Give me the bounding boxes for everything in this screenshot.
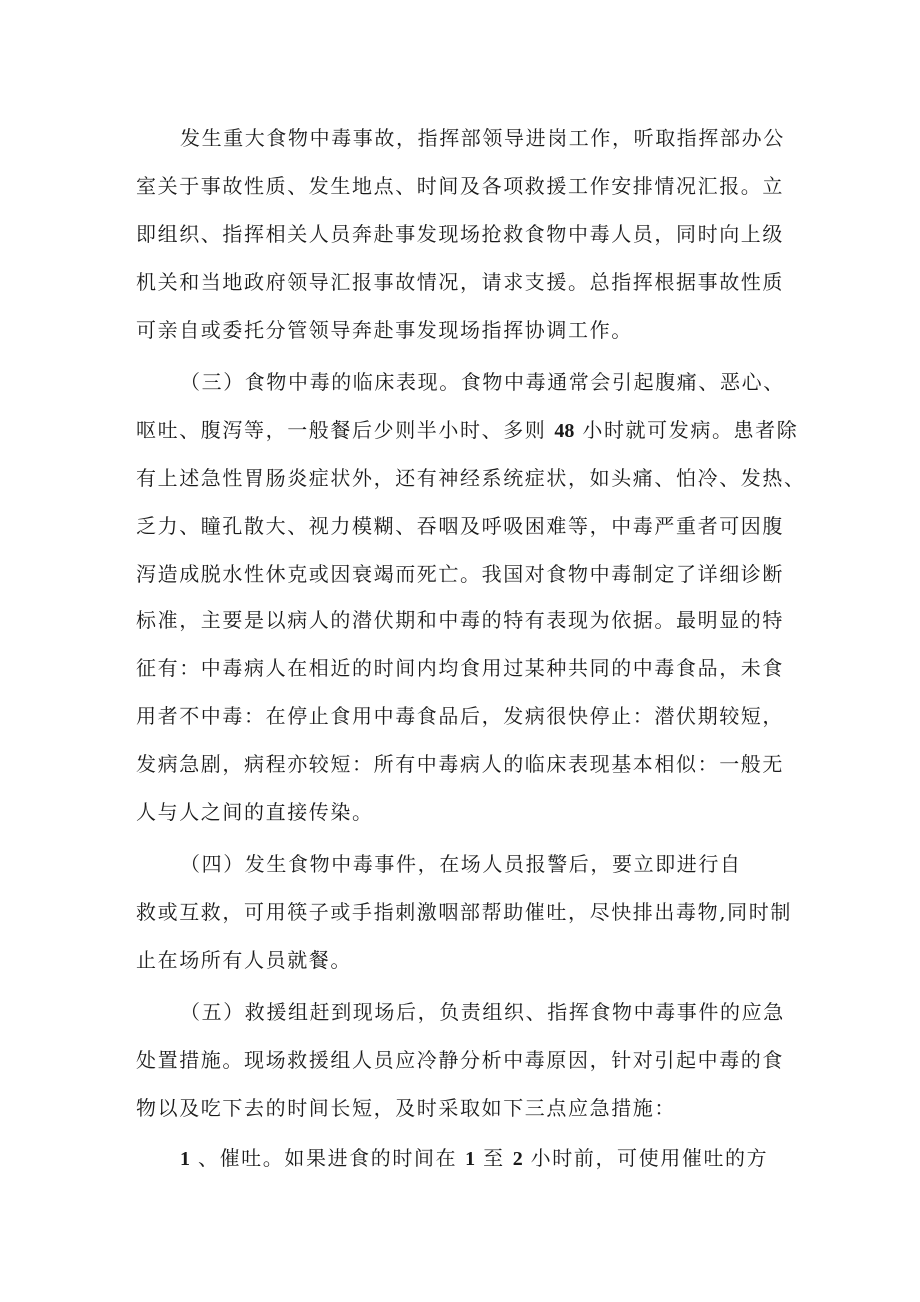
- paragraph-2-line-2-number: 48: [554, 420, 575, 442]
- hour-number-1: 1: [465, 1148, 476, 1170]
- paragraph-3-line-2: 救或互救，可用筷子或手指刺激咽部帮助催吐，尽快排出毒物,同时制: [136, 900, 792, 924]
- paragraph-1-line-3: 即组织、指挥相关人员奔赴事发现场抢救食物中毒人员，同时向上级: [136, 222, 784, 246]
- paragraph-2-line-10: 人与人之间的直接传染。: [136, 800, 374, 824]
- paragraph-2-line-9: 发病急剧，病程亦较短：所有中毒病人的临床表现基本相似：一般无: [136, 752, 784, 776]
- paragraph-2-line-2: [136, 416, 920, 445]
- paragraph-4-line-1: （五）救援组赶到现场后，负责组织、指挥食物中毒事件的应急: [180, 1000, 785, 1024]
- paragraph-2-line-5: 泻造成脱水性休克或因衰竭而死亡。我国对食物中毒制定了详细诊断: [136, 562, 784, 586]
- paragraph-5-text-1: 、催吐。如果进食的时间在: [197, 1146, 458, 1170]
- hour-number-2: 2: [512, 1148, 523, 1170]
- paragraph-2-line-2-part-2: 小时就可发病。患者除: [582, 418, 799, 442]
- paragraph-1-line-5: 可亲自或委托分管领导奔赴事发现场指挥协调工作。: [136, 318, 633, 342]
- paragraph-2-line-1: （三）食物中毒的临床表现。食物中毒通常会引起腹痛、恶心、: [180, 370, 785, 394]
- paragraph-1-line-1: 发生重大食物中毒事故，指挥部领导进岗工作，听取指挥部办公: [180, 126, 785, 150]
- paragraph-2-line-2-part-1: 呕吐、腹泻等，一般餐后少则半小时、多则: [136, 418, 547, 442]
- paragraph-2-line-3: 有上述急性胃肠炎症状外，还有神经系统症状，如头痛、怕冷、发热、: [136, 466, 806, 490]
- paragraph-2-line-8: 用者不中毒：在停止食用中毒食品后，发病很快停止：潜伏期较短，: [136, 704, 784, 728]
- list-number-1: 1: [180, 1148, 190, 1170]
- paragraph-5-text-2: 至: [483, 1146, 505, 1170]
- paragraph-2-line-6: 标准，主要是以病人的潜伏期和中毒的特有表现为依据。最明显的特: [136, 608, 784, 632]
- paragraph-4-line-2: 处置措施。现场救援组人员应冷静分析中毒原因，针对引起中毒的食: [136, 1048, 784, 1072]
- paragraph-1-line-2: 室关于事故性质、发生地点、时间及各项救援工作安排情况汇报。立: [136, 174, 784, 198]
- paragraph-3-line-1: （四）发生食物中毒事件，在场人员报警后，要立即进行自: [180, 852, 742, 876]
- paragraph-4-line-3: 物以及吃下去的时间长短，及时采取如下三点应急措施：: [136, 1096, 676, 1120]
- paragraph-2-line-4: 乏力、瞳孔散大、视力模糊、吞咽及呼吸困难等，中毒严重者可因腹: [136, 514, 784, 538]
- paragraph-2-line-7: 征有：中毒病人在相近的时间内均食用过某种共同的中毒食品，未食: [136, 656, 784, 680]
- paragraph-5-text-3: 小时前，可使用催吐的方: [530, 1146, 769, 1170]
- paragraph-5-line-1: [180, 1144, 920, 1173]
- paragraph-1-line-4: 机关和当地政府领导汇报事故情况，请求支援。总指挥根据事故性质: [136, 270, 784, 294]
- paragraph-3-line-3: 止在场所有人员就餐。: [136, 948, 352, 972]
